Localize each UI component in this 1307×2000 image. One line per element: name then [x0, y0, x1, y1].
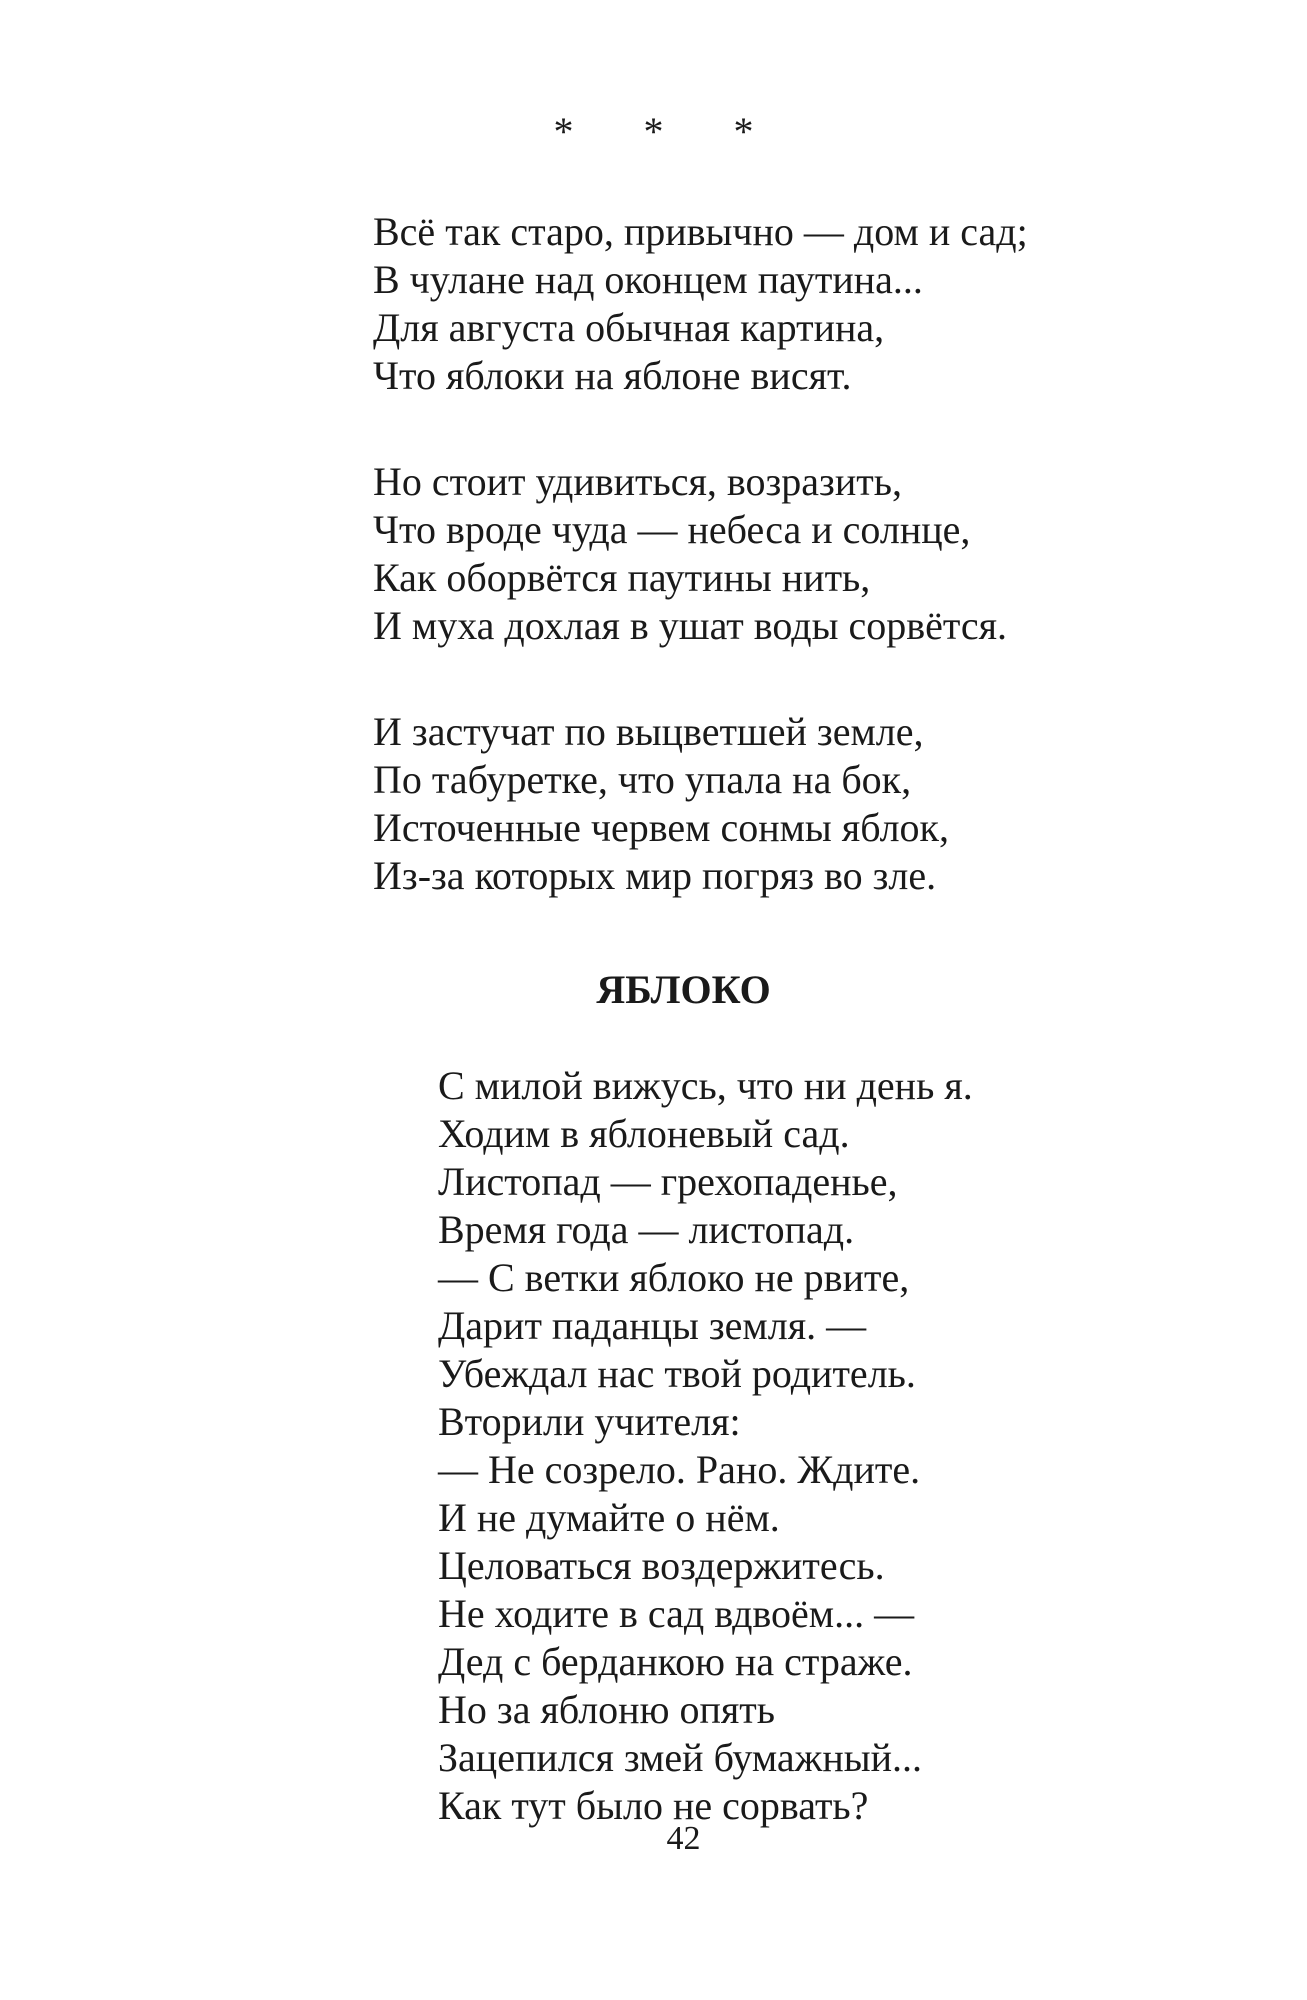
stanza — [373, 708, 1273, 900]
poem-line: Дед с берданкою на страже. — [438, 1639, 913, 1684]
poem-line: Источенные червем сонмы яблок, — [373, 805, 949, 850]
poem-line: Листопад — грехопаденье, — [438, 1159, 898, 1204]
poem-line: — С ветки яблоко не рвите, — [438, 1255, 910, 1300]
poem-line: Зацепился змей бумажный... — [438, 1735, 923, 1780]
poem-line: — Не созрело. Рано. Ждите. — [438, 1447, 921, 1492]
page-number: 42 — [666, 1820, 701, 1857]
poem-line: Дарит паданцы земля. — — [438, 1303, 867, 1348]
poem-yabloko — [438, 1062, 1288, 1830]
poem-line: Но за яблоню опять — [438, 1687, 775, 1732]
poem-line: И застучат по выцветшей земле, — [373, 709, 924, 754]
poem-line: Для августа обычная картина, — [373, 305, 885, 350]
poem-line: Как оборвётся паутины нить, — [373, 555, 871, 600]
poem-line: Целоваться воздержитесь. — [438, 1543, 885, 1588]
poem-line: По табуретке, что упала на бок, — [373, 757, 912, 802]
section-marker: * * * — [553, 109, 784, 154]
poem-line: Из-за которых мир погряз во зле. — [373, 853, 937, 898]
poem-line: Что яблоки на яблоне висят. — [373, 353, 852, 398]
poem-line: Как тут было не сорвать? — [438, 1783, 869, 1828]
poem-line: И муха дохлая в ушат воды сорвётся. — [373, 603, 1007, 648]
poem-title: ЯБЛОКО — [596, 967, 771, 1012]
poem-line: Но стоит удивиться, возразить, — [373, 459, 902, 504]
poem-line: В чулане над оконцем паутина... — [373, 257, 923, 302]
poem-line: Ходим в яблоневый сад. — [438, 1111, 850, 1156]
poem-line: Всё так старо, привычно — дом и сад; — [373, 209, 1028, 254]
poem-line: С милой вижусь, что ни день я. — [438, 1063, 973, 1108]
poem-line: Не ходите в сад вдвоём... — — [438, 1591, 915, 1636]
poem-line: И не думайте о нём. — [438, 1495, 780, 1540]
poem-line: Вторили учителя: — [438, 1399, 741, 1444]
poem-line: Время года — листопад. — [438, 1207, 855, 1252]
untitled-poem — [373, 208, 1273, 958]
stanza — [373, 208, 1273, 400]
poem-line: Что вроде чуда — небеса и солнце, — [373, 507, 971, 552]
poem-line: Убеждал нас твой родитель. — [438, 1351, 916, 1396]
stanza — [373, 458, 1273, 650]
